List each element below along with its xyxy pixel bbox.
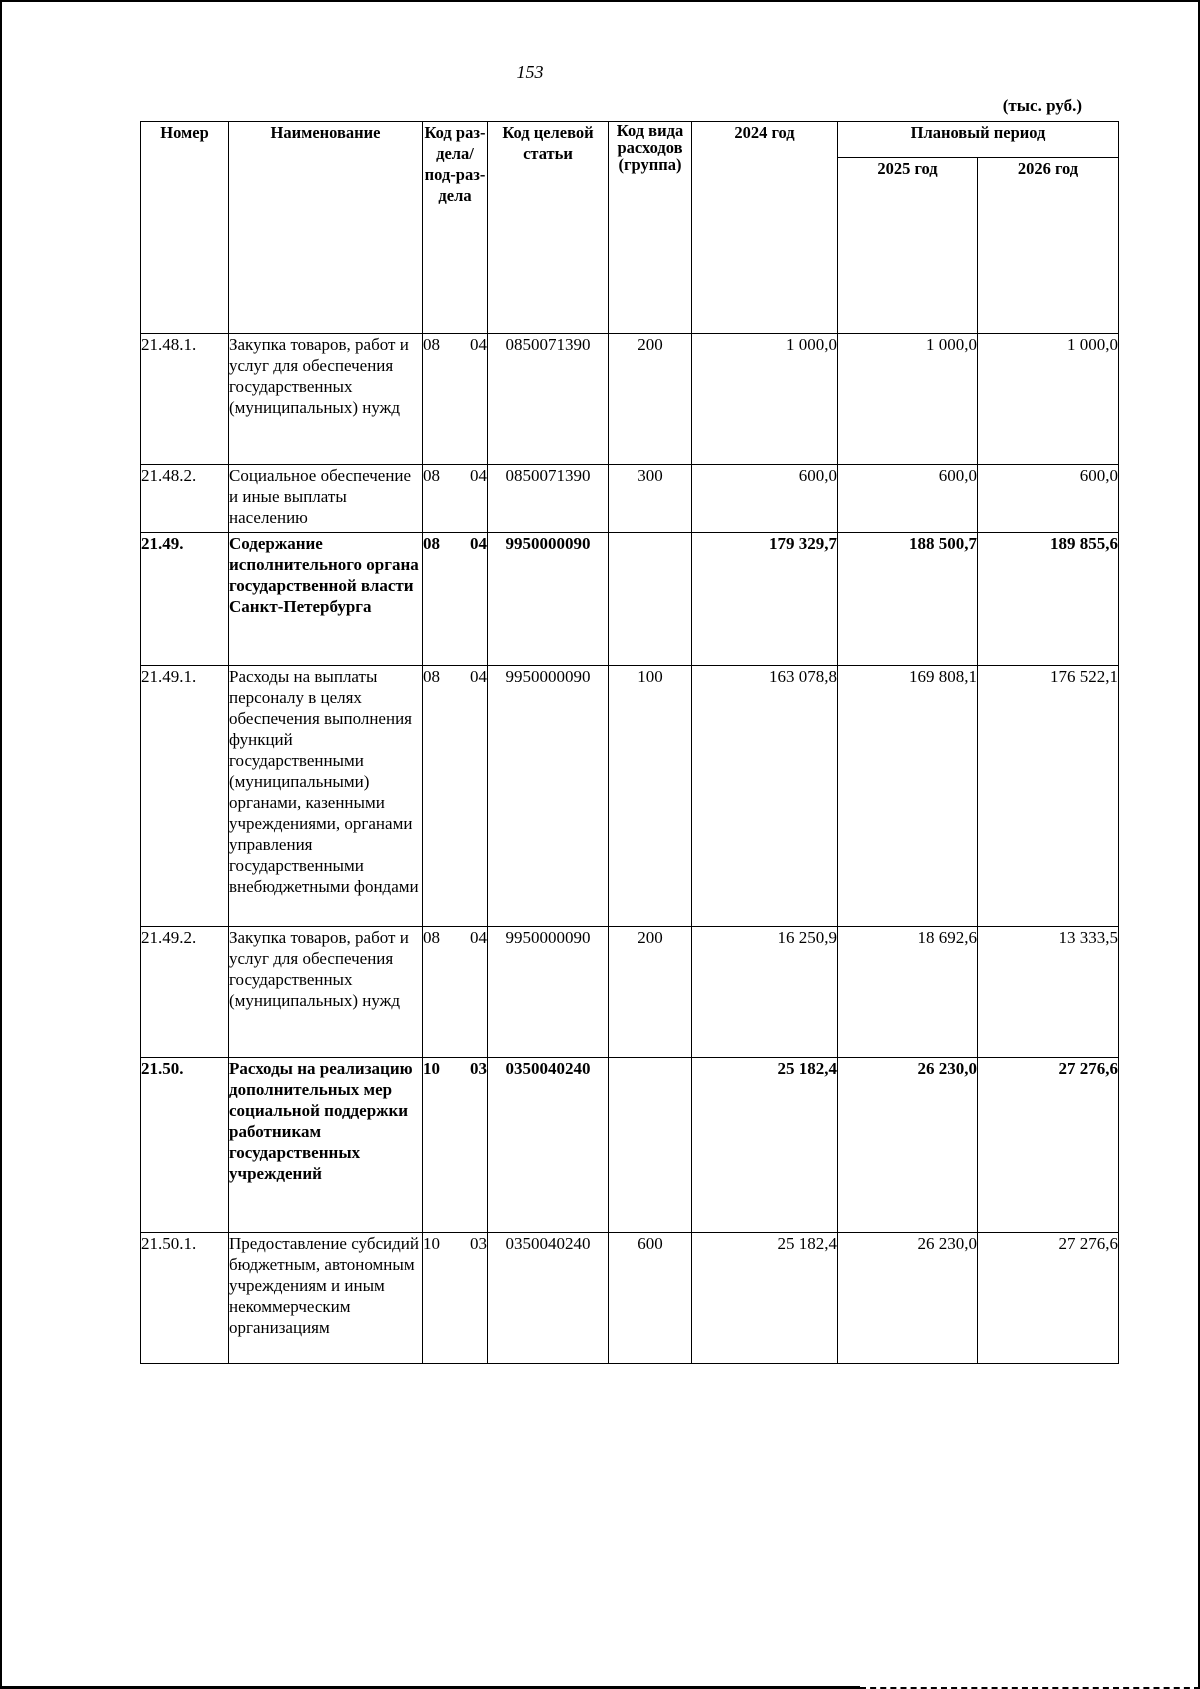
row-section-code	[423, 1058, 488, 1233]
header-2024: 2024 год	[692, 122, 838, 334]
row-2026: 1 000,0	[978, 334, 1119, 465]
row-target-code: 0350040240	[488, 1058, 609, 1233]
row-expense-kind: 300	[609, 465, 692, 533]
row-name: Социальное обеспечение и иные выплаты населению	[229, 465, 423, 533]
header-expense-kind: Код вида расходов (группа)	[609, 122, 692, 334]
table-row	[141, 1058, 1119, 1233]
row-target-code: 0850071390	[488, 334, 609, 465]
row-section-code	[423, 334, 488, 465]
row-2025: 600,0	[838, 465, 978, 533]
row-2025: 26 230,0	[838, 1058, 978, 1233]
row-2024: 25 182,4	[692, 1233, 838, 1364]
row-2026: 189 855,6	[978, 533, 1119, 666]
row-expense-kind: 600	[609, 1233, 692, 1364]
row-expense-kind: 200	[609, 334, 692, 465]
row-number: 21.49.	[141, 533, 229, 666]
row-section-code	[423, 927, 488, 1058]
row-name: Закупка товаров, работ и услуг для обеспечения государственных (муниципальных) нужд	[229, 334, 423, 465]
row-section-code	[423, 666, 488, 927]
row-section: 10	[423, 1059, 440, 1078]
row-2026: 13 333,5	[978, 927, 1119, 1058]
row-target-code: 9950000090	[488, 666, 609, 927]
row-subsection: 03	[470, 1234, 487, 1253]
row-target-code: 0350040240	[488, 1233, 609, 1364]
row-name: Расходы на реализацию дополнительных мер социальной поддержки работникам государственных учреждений	[229, 1058, 423, 1233]
row-2024: 25 182,4	[692, 1058, 838, 1233]
row-name: Закупка товаров, работ и услуг для обеспечения государственных (муниципальных) нужд	[229, 927, 423, 1058]
row-2024: 600,0	[692, 465, 838, 533]
table-row	[141, 533, 1119, 666]
scan-border-left	[0, 0, 2, 1689]
row-section: 08	[423, 466, 440, 485]
row-number: 21.48.1.	[141, 334, 229, 465]
scan-border-bottom-dash	[860, 1685, 1200, 1689]
row-expense-kind: 100	[609, 666, 692, 927]
row-section-code	[423, 465, 488, 533]
row-section: 08	[423, 534, 440, 553]
page-number: 153	[516, 62, 544, 82]
row-2024: 16 250,9	[692, 927, 838, 1058]
row-2026: 600,0	[978, 465, 1119, 533]
row-section: 08	[423, 667, 440, 686]
row-section: 08	[423, 928, 440, 947]
row-name: Содержание исполнительного органа государственной власти Санкт-Петербурга	[229, 533, 423, 666]
row-expense-kind: 200	[609, 927, 692, 1058]
header-target-code: Код целевой статьи	[488, 122, 609, 334]
row-subsection: 03	[470, 1059, 487, 1078]
row-section-code	[423, 1233, 488, 1364]
row-number: 21.49.2.	[141, 927, 229, 1058]
row-target-code: 0850071390	[488, 465, 609, 533]
row-2025: 169 808,1	[838, 666, 978, 927]
row-section: 08	[423, 335, 440, 354]
row-2026: 27 276,6	[978, 1233, 1119, 1364]
row-section: 10	[423, 1234, 440, 1253]
header-2025: 2025 год	[838, 158, 978, 334]
row-number: 21.50.1.	[141, 1233, 229, 1364]
row-subsection: 04	[470, 534, 487, 553]
row-number: 21.48.2.	[141, 465, 229, 533]
table-row	[141, 1233, 1119, 1364]
row-subsection: 04	[470, 466, 487, 485]
row-2026: 176 522,1	[978, 666, 1119, 927]
row-2025: 18 692,6	[838, 927, 978, 1058]
header-2026: 2026 год	[978, 158, 1119, 334]
header-number: Номер	[141, 122, 229, 334]
row-name: Расходы на выплаты персоналу в целях обеспечения выполнения функций государственными (муниципальными) органами, казенными учреждениями, органами управления государственными внебюджетными фондами	[229, 666, 423, 927]
scan-border-top	[0, 0, 1200, 2]
row-section-code	[423, 533, 488, 666]
row-name: Предоставление субсидий бюджетным, автономным учреждениям и иным некоммерческим организациям	[229, 1233, 423, 1364]
row-2025: 1 000,0	[838, 334, 978, 465]
header-name: Наименование	[229, 122, 423, 334]
row-expense-kind	[609, 1058, 692, 1233]
row-2025: 188 500,7	[838, 533, 978, 666]
units-label: (тыс. руб.)	[1002, 96, 1082, 115]
table-row	[141, 927, 1119, 1058]
table-row	[141, 465, 1119, 533]
row-expense-kind	[609, 533, 692, 666]
header-section-code: Код раз-дела/ под-раз-дела	[423, 122, 488, 334]
table-row	[141, 666, 1119, 927]
header-row-top	[141, 122, 1119, 158]
row-2024: 179 329,7	[692, 533, 838, 666]
table-row	[141, 334, 1119, 465]
row-2025: 26 230,0	[838, 1233, 978, 1364]
row-number: 21.50.	[141, 1058, 229, 1233]
row-number: 21.49.1.	[141, 666, 229, 927]
row-subsection: 04	[470, 335, 487, 354]
row-subsection: 04	[470, 928, 487, 947]
budget-table	[140, 121, 1119, 1364]
header-plan-period: Плановый период	[838, 122, 1119, 158]
row-2026: 27 276,6	[978, 1058, 1119, 1233]
row-2024: 1 000,0	[692, 334, 838, 465]
row-target-code: 9950000090	[488, 533, 609, 666]
row-target-code: 9950000090	[488, 927, 609, 1058]
row-2024: 163 078,8	[692, 666, 838, 927]
row-subsection: 04	[470, 667, 487, 686]
